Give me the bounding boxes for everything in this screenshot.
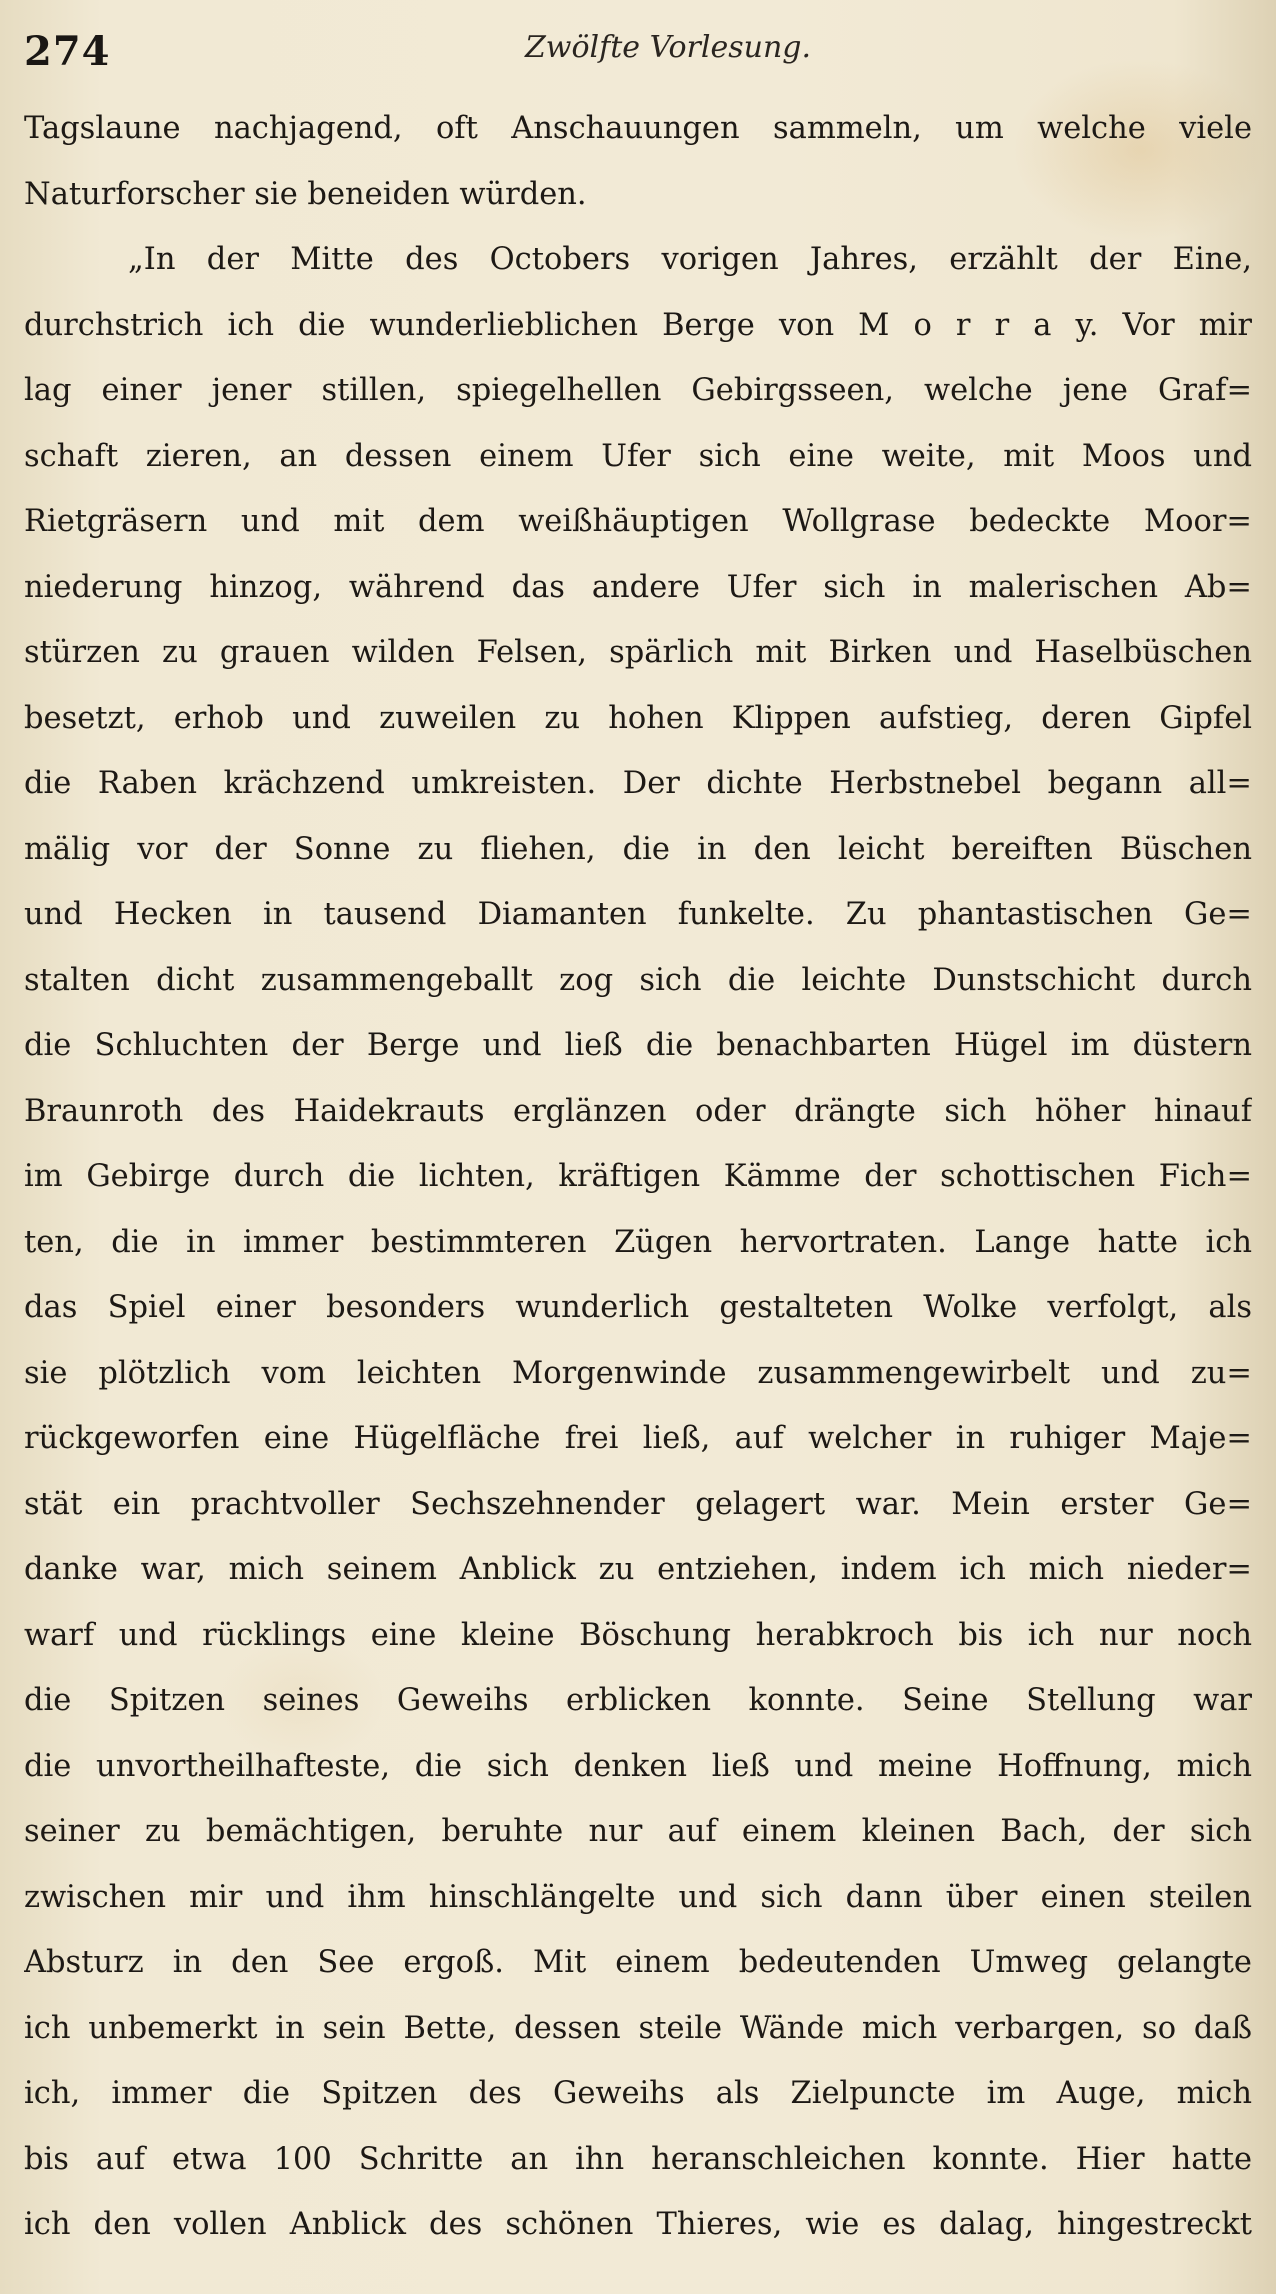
text-line: Absturz in den See ergoß. Mit einem bedeutenden Umweg gelangte xyxy=(24,1945,1252,1980)
text-line: zwischen mir und ihm hinschlängelte und sich dann über einen steilen xyxy=(24,1879,1252,1915)
text-line: niederung hinzog, während das andere Ufer sich in malerischen Ab= xyxy=(24,569,1252,605)
text-line: stürzen zu grauen wilden Felsen, spärlich mit Birken und Haselbüschen xyxy=(24,635,1252,670)
chapter-title: Zwölfte Vorlesung. xyxy=(524,30,812,65)
text-line: ten, die in immer bestimmteren Zügen hervortraten. Lange hatte ich xyxy=(24,1224,1252,1260)
text-line: mälig vor der Sonne zu fliehen, die in den leicht bereiften Büschen xyxy=(24,831,1252,867)
text-line: besetzt, erhob und zuweilen zu hohen Klippen aufstieg, deren Gipfel xyxy=(24,700,1252,736)
text-line: seiner zu bemächtigen, beruhte nur auf einem kleinen Bach, der sich xyxy=(24,1814,1252,1849)
text-line: Rietgräsern und mit dem weißhäuptigen Wollgrase bedeckte Moor= xyxy=(24,504,1252,539)
text-line: ich unbemerkt in sein Bette, dessen steile Wände mich verbargen, so daß xyxy=(24,2010,1252,2046)
text-line: ich den vollen Anblick des schönen Thieres, wie es dalag, hingestreckt xyxy=(24,2207,1252,2242)
body-text xyxy=(24,96,1252,2258)
text-line: danke war, mich seinem Anblick zu entziehen, indem ich mich nieder= xyxy=(24,1552,1252,1587)
text-line: schaft zieren, an dessen einem Ufer sich eine weite, mit Moos und xyxy=(24,438,1252,474)
text-line: das Spiel einer besonders wunderlich gestalteten Wolke verfolgt, als xyxy=(24,1290,1252,1325)
text-line: die unvortheilhafteste, die sich denken ließ und meine Hoffnung, mich xyxy=(24,1748,1252,1784)
text-line: ich, immer die Spitzen des Geweihs als Zielpuncte im Auge, mich xyxy=(24,2076,1252,2111)
text-line: und Hecken in tausend Diamanten funkelte. Zu phantastischen Ge= xyxy=(24,897,1252,932)
text-line: stalten dicht zusammengeballt zog sich die leichte Dunstschicht durch xyxy=(24,962,1252,998)
text-line: Tagslaune nachjagend, oft Anschauungen sammeln, um welche viele xyxy=(24,111,1252,146)
text-line: warf und rücklings eine kleine Böschung herabkroch bis ich nur noch xyxy=(24,1617,1252,1653)
text-line: die Schluchten der Berge und ließ die benachbarten Hügel im düstern xyxy=(24,1028,1252,1063)
text-line: rückgeworfen eine Hügelfläche frei ließ, auf welcher in ruhiger Maje= xyxy=(24,1421,1252,1456)
text-line: Naturforscher sie beneiden würden. xyxy=(24,176,587,212)
text-line: sie plötzlich vom leichten Morgenwinde zusammengewirbelt und zu= xyxy=(24,1355,1252,1391)
page-number: 274 xyxy=(24,28,111,75)
text-line: Braunroth des Haidekrauts erglänzen oder drängte sich höher hinauf xyxy=(24,1093,1252,1129)
text-line: im Gebirge durch die lichten, kräftigen Kämme der schottischen Fich= xyxy=(24,1159,1252,1194)
text-line: „In der Mitte des Octobers vorigen Jahres, erzählt der Eine, xyxy=(128,242,1252,277)
text-line: lag einer jener stillen, spiegelhellen Gebirgsseen, welche jene Graf= xyxy=(24,373,1252,408)
running-head xyxy=(24,28,1252,78)
text-line: die Spitzen seines Geweihs erblicken konnte. Seine Stellung war xyxy=(24,1683,1252,1718)
text-line: bis auf etwa 100 Schritte an ihn heranschleichen konnte. Hier hatte xyxy=(24,2141,1252,2177)
text-line: stät ein prachtvoller Sechszehnender gelagert war. Mein erster Ge= xyxy=(24,1486,1252,1522)
text-line: die Raben krächzend umkreisten. Der dichte Herbstnebel begann all= xyxy=(24,766,1252,801)
text-line: durchstrich ich die wunderlieblichen Berge von M o r r a y. Vor mir xyxy=(24,307,1252,343)
